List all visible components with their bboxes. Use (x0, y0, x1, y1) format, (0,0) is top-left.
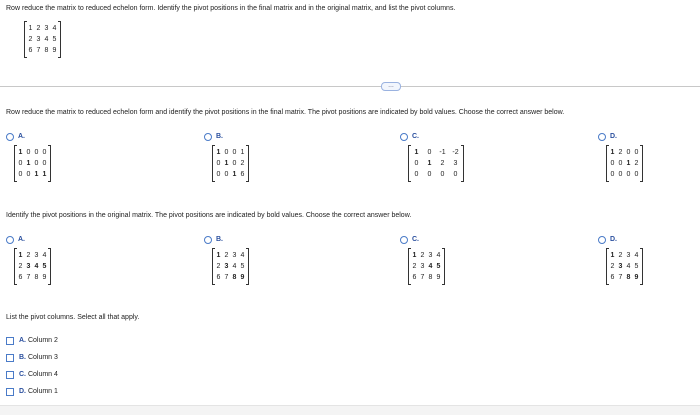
part2-option-a-matrix: 1 2 3 4 2 3 4 5 6 7 8 9 (14, 249, 51, 284)
part1-option-c-matrix: 1 0 -1 -2 0 1 2 3 0 0 0 0 (408, 146, 464, 181)
part1-option-b-label[interactable]: B. (216, 133, 223, 140)
part2-option-d-matrix: 1 2 3 4 2 3 4 5 6 7 8 9 (606, 249, 643, 284)
part1-option-c-label[interactable]: C. (412, 133, 419, 140)
part1-prompt: Row reduce the matrix to reduced echelon form and identify the pivot positions in the final matrix. The pivot positions are indicated by bold values. Choose the correct answer below. (6, 109, 565, 116)
part2-option-c-matrix: 1 2 3 4 2 3 4 5 6 7 8 9 (408, 249, 445, 284)
part2-prompt: Identify the pivot positions in the original matrix. The pivot positions are indicated by bold values. Choose the correct answer below. (6, 212, 412, 219)
question-prompt: Row reduce the matrix to reduced echelon form. Identify the pivot positions in the final matrix and in the original matrix, and list the pivot columns. (6, 5, 456, 12)
column-4-checkbox[interactable] (6, 371, 14, 379)
original-matrix: 1 2 3 4 2 3 4 5 6 7 8 9 (24, 22, 61, 57)
column-4-label[interactable]: C. Column 4 (19, 371, 58, 378)
part3-prompt: List the pivot columns. Select all that apply. (6, 314, 140, 321)
section-divider (0, 86, 700, 87)
part1-option-d-label[interactable]: D. (610, 133, 617, 140)
more-options-button[interactable]: … (381, 82, 401, 91)
part1-option-d-matrix: 1 2 0 0 0 0 1 2 0 0 0 0 (606, 146, 643, 181)
part2-option-a-label[interactable]: A. (18, 236, 25, 243)
part1-option-d-radio[interactable] (598, 133, 606, 141)
column-2-label[interactable]: A. Column 2 (19, 337, 58, 344)
part1-option-a-matrix: 1 0 0 0 0 1 0 0 0 0 1 1 (14, 146, 51, 181)
column-1-label[interactable]: D. Column 1 (19, 388, 58, 395)
column-3-label[interactable]: B. Column 3 (19, 354, 58, 361)
part2-option-c-radio[interactable] (400, 236, 408, 244)
part2-option-d-label[interactable]: D. (610, 236, 617, 243)
part2-option-b-radio[interactable] (204, 236, 212, 244)
column-3-checkbox[interactable] (6, 354, 14, 362)
part2-option-c-label[interactable]: C. (412, 236, 419, 243)
column-1-checkbox[interactable] (6, 388, 14, 396)
part1-option-c-radio[interactable] (400, 133, 408, 141)
part1-option-b-radio[interactable] (204, 133, 212, 141)
part2-option-b-matrix: 1 2 3 4 2 3 4 5 6 7 8 9 (212, 249, 249, 284)
part1-option-a-label[interactable]: A. (18, 133, 25, 140)
part2-option-d-radio[interactable] (598, 236, 606, 244)
part1-option-b-matrix: 1 0 0 1 0 1 0 2 0 0 1 6 (212, 146, 249, 181)
column-2-checkbox[interactable] (6, 337, 14, 345)
part2-option-a-radio[interactable] (6, 236, 14, 244)
bottom-bar (0, 405, 700, 415)
part1-option-a-radio[interactable] (6, 133, 14, 141)
part2-option-b-label[interactable]: B. (216, 236, 223, 243)
